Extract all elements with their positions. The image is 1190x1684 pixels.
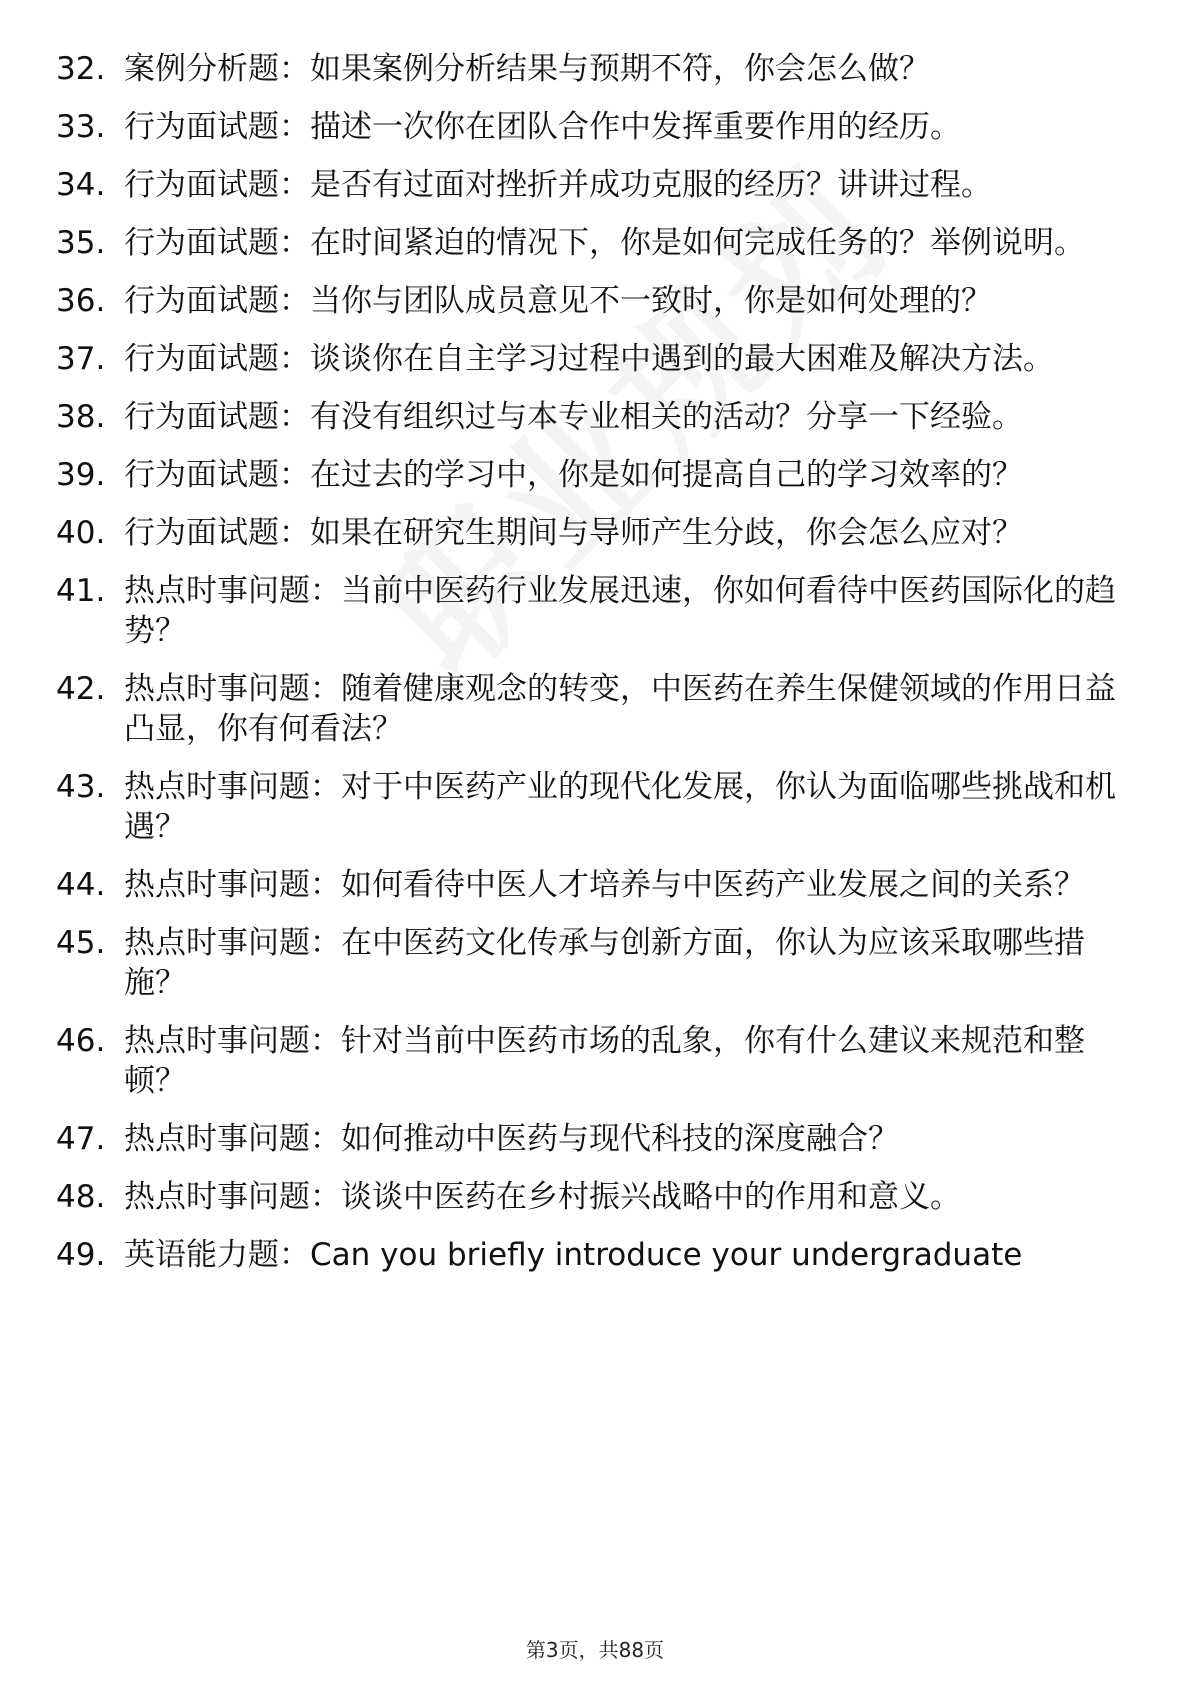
list-item: [56, 339, 1136, 379]
item-number: 47.: [56, 1121, 106, 1157]
item-text: 行为面试题：谈谈你在自主学习过程中遇到的最大困难及解决方法。: [124, 341, 1054, 377]
item-number: 49.: [56, 1237, 106, 1273]
item-text: 行为面试题：在时间紧迫的情况下，你是如何完成任务的？举例说明。: [124, 225, 1085, 261]
list-item: [56, 1177, 1136, 1217]
list-item: [56, 223, 1136, 263]
list-item: [56, 165, 1136, 205]
page-footer: 第3页，共88页: [525, 1638, 665, 1662]
item-number: 37.: [56, 341, 106, 377]
item-number: 32.: [56, 51, 106, 87]
item-number: 33.: [56, 109, 106, 145]
item-text: 英语能力题：Can you briefly introduce your undergraduate: [124, 1237, 1023, 1273]
item-number: 36.: [56, 283, 106, 319]
item-number: 35.: [56, 225, 106, 261]
item-number: 46.: [56, 1023, 106, 1059]
list-item: [56, 49, 1136, 89]
item-text: 热点时事问题：如何看待中医人才培养与中医药产业发展之间的关系？: [124, 867, 1085, 903]
item-text: 行为面试题：在过去的学习中，你是如何提高自己的学习效率的？: [124, 457, 1023, 493]
item-text: 行为面试题：当你与团队成员意见不一致时，你是如何处理的？: [124, 283, 992, 319]
item-text: 热点时事问题：在中医药文化传承与创新方面，你认为应该采取哪些措施？: [124, 925, 1085, 1001]
item-text: 行为面试题：是否有过面对挫折并成功克服的经历？讲讲过程。: [124, 167, 992, 203]
list-item: [56, 571, 1136, 651]
item-text: 热点时事问题：对于中医药产业的现代化发展，你认为面临哪些挑战和机遇？: [124, 769, 1116, 845]
list-item: [56, 107, 1136, 147]
list-item: [56, 669, 1136, 749]
list-item: [56, 513, 1136, 553]
item-number: 43.: [56, 769, 106, 805]
item-number: 48.: [56, 1179, 106, 1215]
list-item: [56, 865, 1136, 905]
question-list: [56, 49, 1136, 1293]
list-item: [56, 767, 1136, 847]
list-item: [56, 455, 1136, 495]
item-number: 34.: [56, 167, 106, 203]
item-text: 热点时事问题：针对当前中医药市场的乱象，你有什么建议来规范和整顿？: [124, 1023, 1085, 1099]
item-text: 行为面试题：如果在研究生期间与导师产生分歧，你会怎么应对？: [124, 515, 1023, 551]
list-item: [56, 1235, 1136, 1275]
list-item: [56, 281, 1136, 321]
item-number: 39.: [56, 457, 106, 493]
item-number: 44.: [56, 867, 106, 903]
list-item: [56, 923, 1136, 1003]
item-text: 行为面试题：有没有组织过与本专业相关的活动？分享一下经验。: [124, 399, 1023, 435]
item-text: 行为面试题：描述一次你在团队合作中发挥重要作用的经历。: [124, 109, 961, 145]
item-number: 42.: [56, 671, 106, 707]
item-text: 热点时事问题：如何推动中医药与现代科技的深度融合？: [124, 1121, 899, 1157]
item-text: 案例分析题：如果案例分析结果与预期不符，你会怎么做？: [124, 51, 930, 87]
list-item: [56, 1119, 1136, 1159]
list-item: [56, 1021, 1136, 1101]
item-text: 热点时事问题：谈谈中医药在乡村振兴战略中的作用和意义。: [124, 1179, 961, 1215]
item-number: 40.: [56, 515, 106, 551]
item-text: 热点时事问题：随着健康观念的转变，中医药在养生保健领域的作用日益凸显，你有何看法？: [124, 671, 1116, 747]
item-number: 38.: [56, 399, 106, 435]
item-number: 45.: [56, 925, 106, 961]
item-text: 热点时事问题：当前中医药行业发展迅速，你如何看待中医药国际化的趋势？: [124, 573, 1116, 649]
item-number: 41.: [56, 573, 106, 609]
list-item: [56, 397, 1136, 437]
